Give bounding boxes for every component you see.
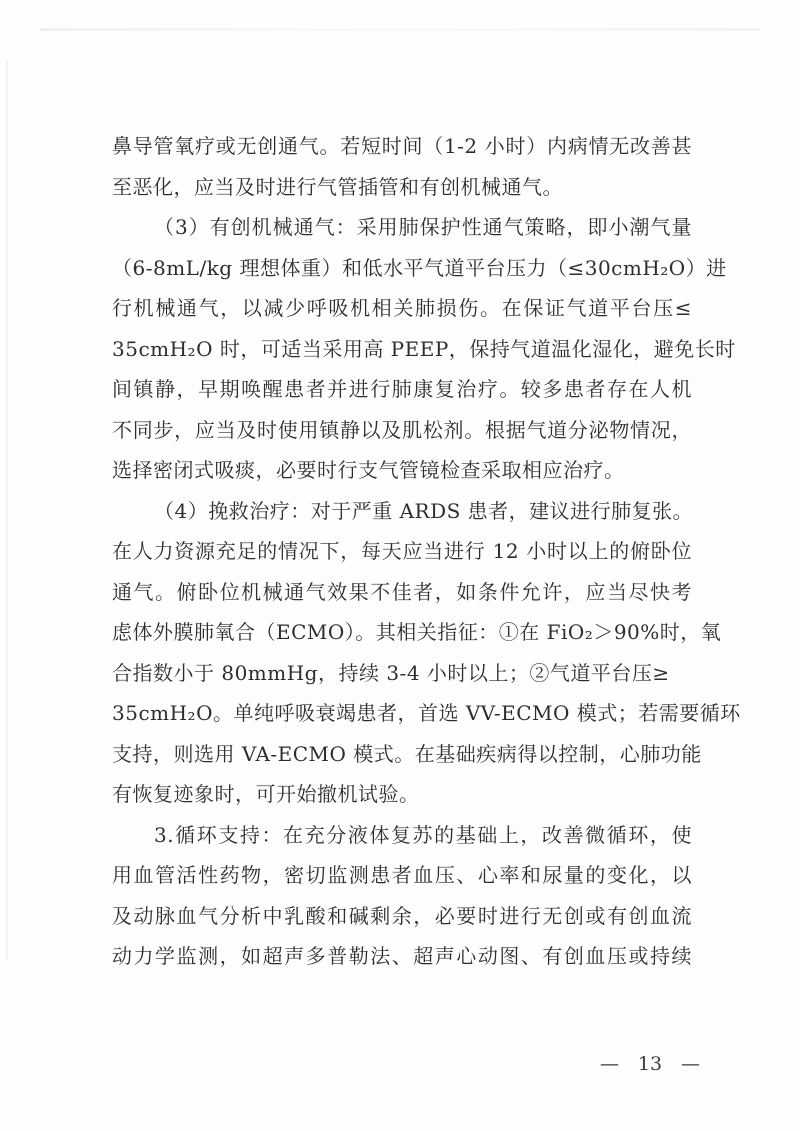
text-line: （3）有创机械通气：采用肺保护性通气策略，即小潮气量 xyxy=(154,215,692,239)
text-line: 间镇静，早期唤醒患者并进行肺康复治疗。较多患者存在人机 xyxy=(112,377,692,401)
text-line: 动力学监测，如超声多普勒法、超声心动图、有创血压或持续 xyxy=(112,944,692,968)
text-line: 合指数小于 80mmHg，持续 3-4 小时以上；②气道平台压≥ xyxy=(112,660,670,685)
text-line: （6-8mL/kg 理想体重）和低水平气道平台压力（≤30cmH₂O）进 xyxy=(112,255,727,280)
text-line: 不同步，应当及时使用镇静以及肌松剂。根据气道分泌物情况， xyxy=(112,417,692,442)
scan-artifact-left xyxy=(6,60,8,960)
page-number xyxy=(600,1053,700,1075)
text-line: 35cmH₂O。单纯呼吸衰竭患者，首选 VV-ECMO 模式；若需要循环 xyxy=(112,701,741,725)
text-line: 虑体外膜肺氧合（ECMO）。其相关指征：①在 FiO₂＞90%时，氧 xyxy=(112,620,722,644)
text-line: 及动脉血气分析中乳酸和碱剩余，必要时进行无创或有创血流 xyxy=(112,903,692,928)
text-line: （4）挽救治疗：对于严重 ARDS 患者，建议进行肺复张。 xyxy=(154,498,694,523)
text-line: 3.循环支持：在充分液体复苏的基础上，改善微循环，使 xyxy=(154,822,692,847)
page-number-dash-left: — xyxy=(600,1053,619,1075)
text-line: 在人力资源充足的情况下，每天应当进行 12 小时以上的俯卧位 xyxy=(112,539,692,563)
text-line: 行机械通气，以减少呼吸机相关肺损伤。在保证气道平台压≤ xyxy=(112,296,692,320)
text-line: 有恢复迹象时，可开始撤机试验。 xyxy=(112,782,420,806)
text-line: 鼻导管氧疗或无创通气。若短时间（1-2 小时）内病情无改善甚 xyxy=(112,134,692,158)
text-line: 35cmH₂O 时，可适当采用高 PEEP，保持气道温化湿化，避免长时 xyxy=(112,336,736,361)
text-line: 支持，则选用 VA-ECMO 模式。在基础疾病得以控制，心肺功能 xyxy=(112,741,702,766)
text-line: 通气。俯卧位机械通气效果不佳者，如条件允许，应当尽快考 xyxy=(112,579,692,604)
text-line: 用血管活性药物，密切监测患者血压、心率和尿量的变化，以 xyxy=(112,863,692,887)
text-line: 选择密闭式吸痰，必要时行支气管镜检查采取相应治疗。 xyxy=(112,458,625,482)
document-body xyxy=(112,126,741,977)
text-line: 至恶化，应当及时进行气管插管和有创机械通气。 xyxy=(112,174,563,199)
page-number-dash-right: — xyxy=(681,1053,700,1075)
scan-artifact-top xyxy=(40,28,760,31)
page-number-value: 13 xyxy=(637,1053,663,1075)
